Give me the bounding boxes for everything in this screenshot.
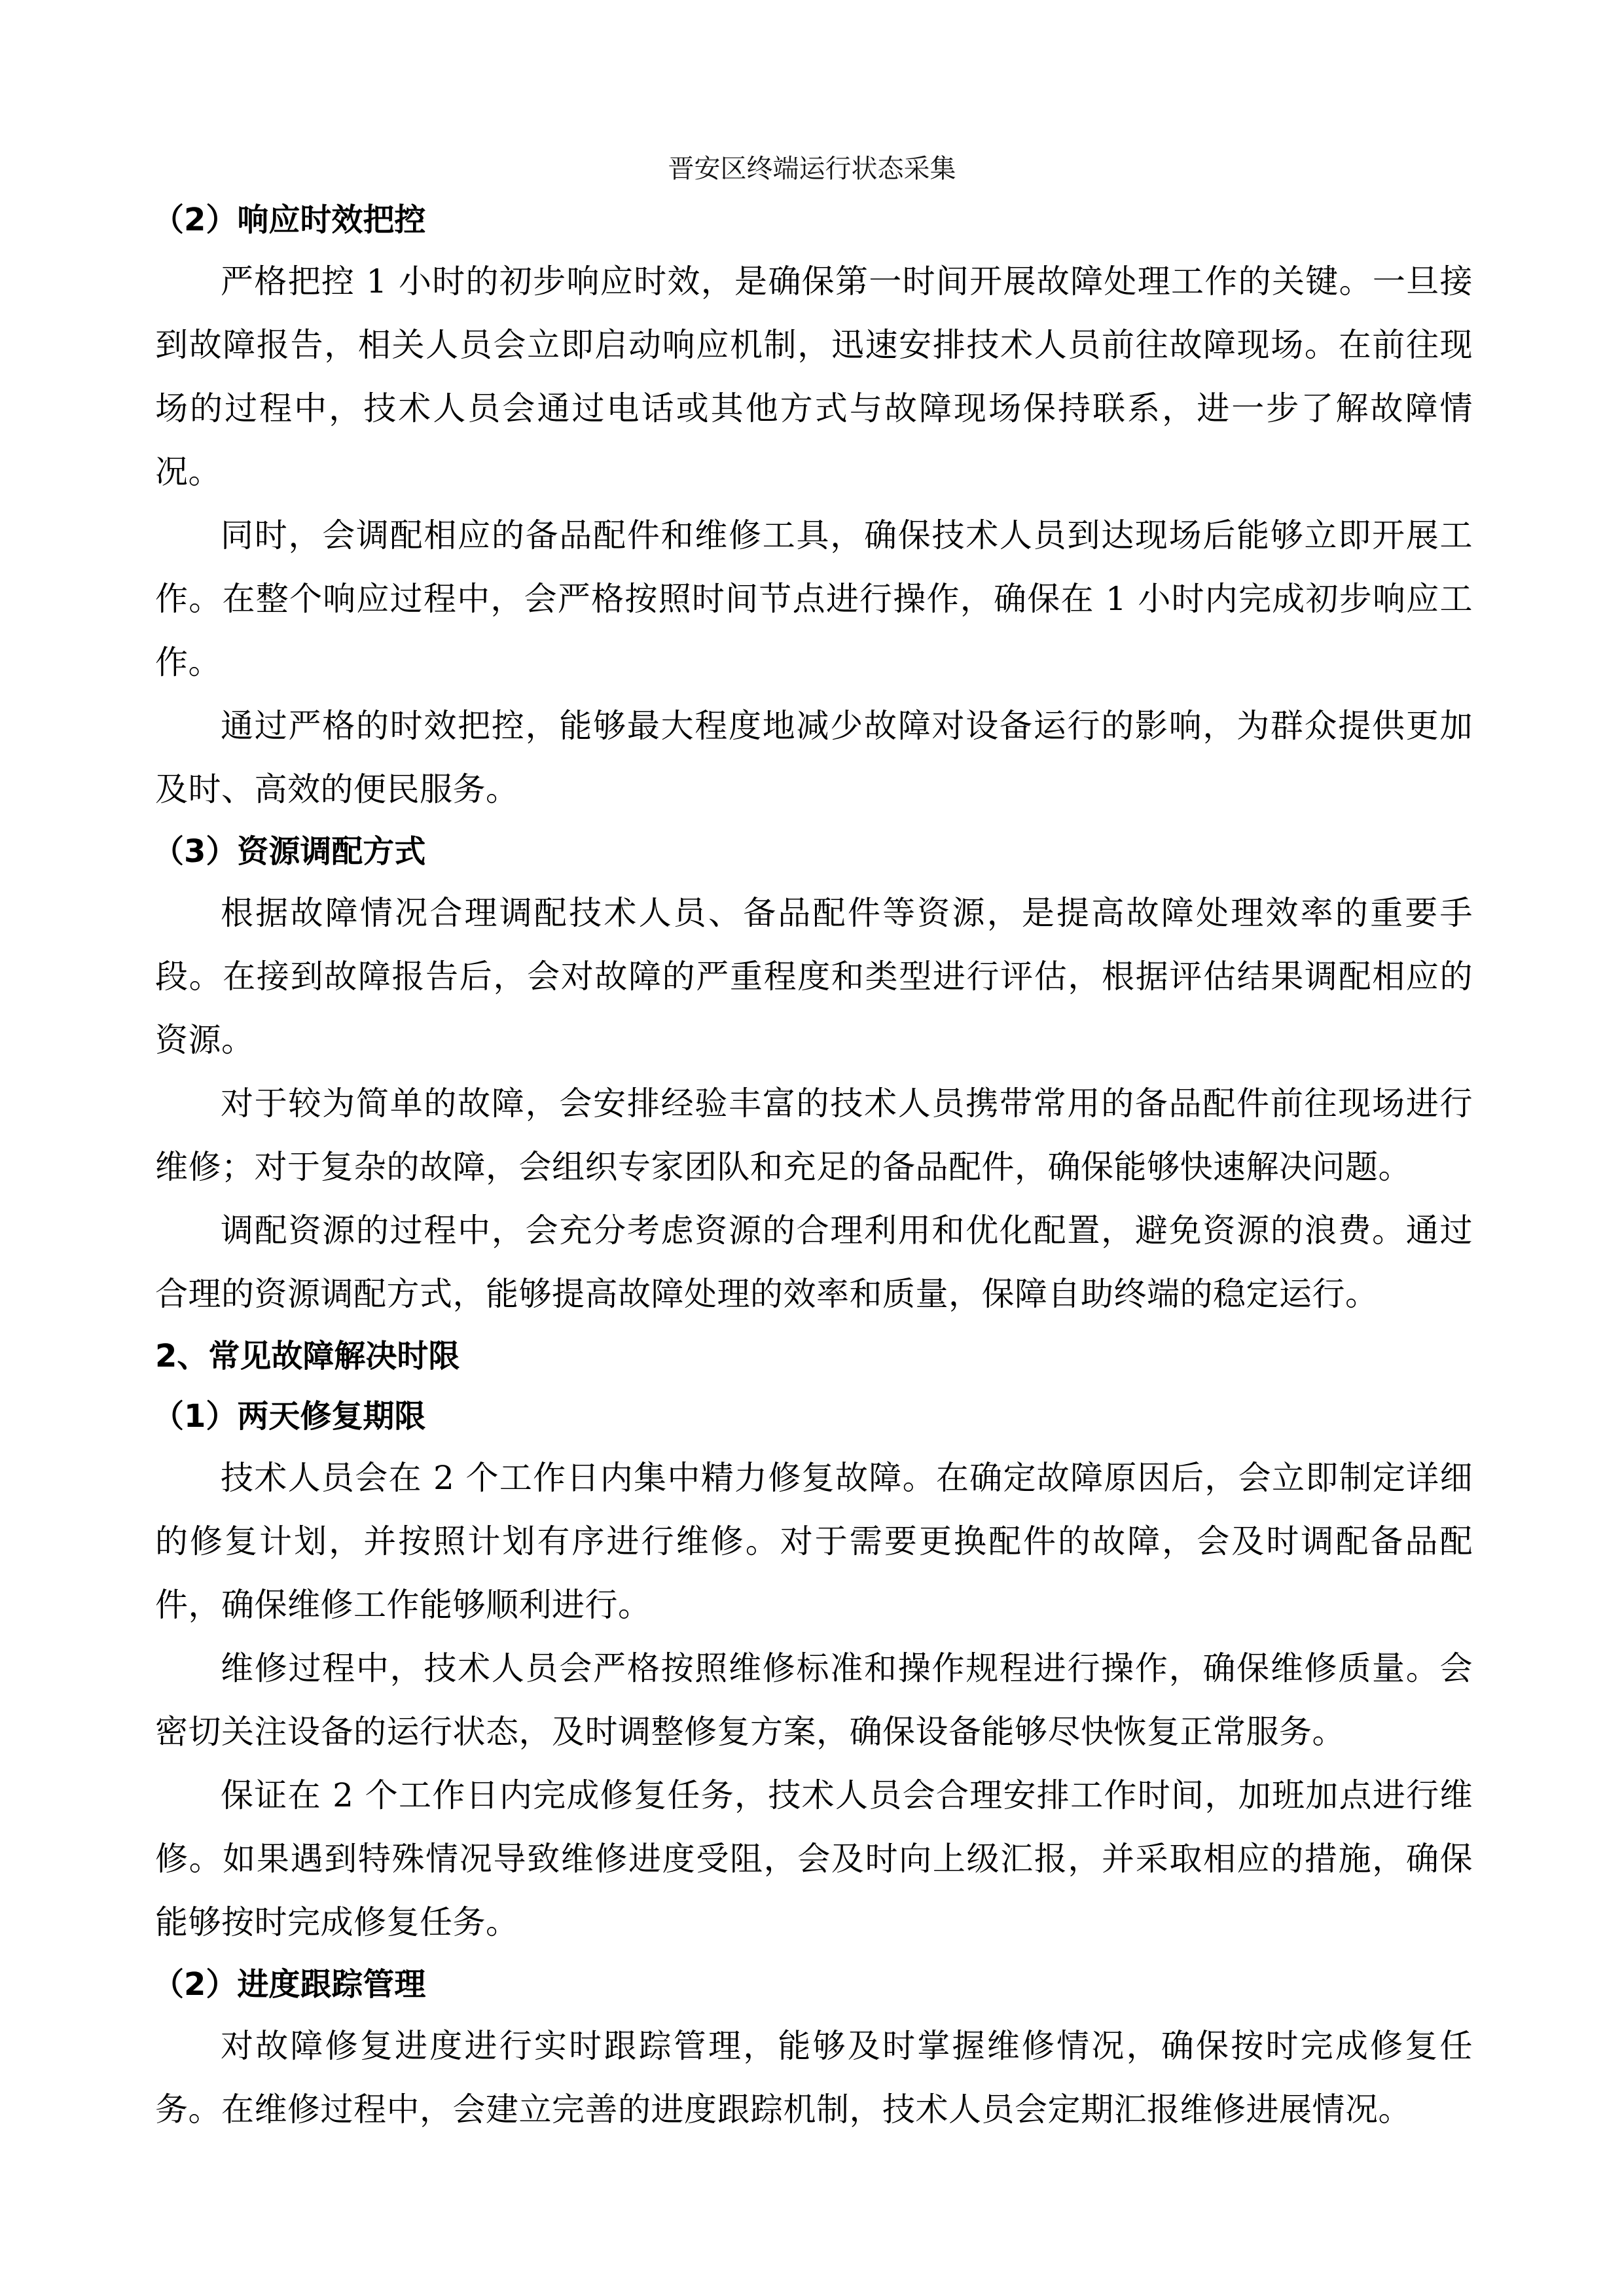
paragraph: 根据故障情况合理调配技术人员、备品配件等资源，是提高故障处理效率的重要手段。在接到故障报告后，会对故障的严重程度和类型进行评估，根据评估结果调配相应的资源。 bbox=[155, 894, 1473, 1059]
section-progress-tracking bbox=[155, 1954, 1473, 2142]
paragraph: 同时，会调配相应的备品配件和维修工具，确保技术人员到达现场后能够立即开展工作。在整个响应过程中，会严格按照时间节点进行操作，确保在 1 小时内完成初步响应工作。 bbox=[155, 516, 1473, 681]
paragraph: 维修过程中，技术人员会严格按照维修标准和操作规程进行操作，确保维修质量。会密切关注设备的运行状态，及时调整修复方案，确保设备能够尽快恢复正常服务。 bbox=[155, 1649, 1473, 1751]
document-body bbox=[155, 190, 1473, 2142]
section-resource-allocation bbox=[155, 821, 1473, 1326]
chapter-heading: 2、常见故障解决时限 bbox=[155, 1338, 460, 1374]
paragraph: 对故障修复进度进行实时跟踪管理，能够及时掌握维修情况，确保按时完成修复任务。在维修过程中，会建立完善的进度跟踪机制，技术人员会定期汇报维修进展情况。 bbox=[155, 2027, 1473, 2128]
paragraph: 严格把控 1 小时的初步响应时效，是确保第一时间开展故障处理工作的关键。一旦接到故障报告，相关人员会立即启动响应机制，迅速安排技术人员前往故障现场。在前往现场的过程中，技术人员会通过电话或其他方式与故障现场保持联系，进一步了解故障情况。 bbox=[155, 262, 1473, 491]
section-heading: （1）两天修复期限 bbox=[153, 1398, 426, 1435]
section-common-fault-deadlines bbox=[155, 1326, 1473, 1386]
section-heading: （3）资源调配方式 bbox=[153, 833, 426, 870]
paragraph: 通过严格的时效把控，能够最大程度地减少故障对设备运行的影响，为群众提供更加及时、高效的便民服务。 bbox=[155, 707, 1473, 808]
section-response-time-control bbox=[155, 190, 1473, 821]
page-header-title: 晋安区终端运行状态采集 bbox=[668, 154, 956, 184]
section-two-day-repair bbox=[155, 1386, 1473, 1954]
section-heading: （2）进度跟踪管理 bbox=[153, 1966, 426, 2003]
paragraph: 技术人员会在 2 个工作日内集中精力修复故障。在确定故障原因后，会立即制定详细的修复计划，并按照计划有序进行维修。对于需要更换配件的故障，会及时调配备品配件，确保维修工作能够顺利进行。 bbox=[155, 1459, 1473, 1624]
paragraph: 调配资源的过程中，会充分考虑资源的合理利用和优化配置，避免资源的浪费。通过合理的资源调配方式，能够提高故障处理的效率和质量，保障自助终端的稳定运行。 bbox=[155, 1211, 1473, 1313]
paragraph: 对于较为简单的故障，会安排经验丰富的技术人员携带常用的备品配件前往现场进行维修；对于复杂的故障，会组织专家团队和充足的备品配件，确保能够快速解决问题。 bbox=[155, 1085, 1473, 1186]
section-heading: （2）响应时效把控 bbox=[153, 202, 426, 238]
paragraph: 保证在 2 个工作日内完成修复任务，技术人员会合理安排工作时间，加班加点进行维修。如果遇到特殊情况导致维修进度受阻，会及时向上级汇报，并采取相应的措施，确保能够按时完成修复任务。 bbox=[155, 1776, 1473, 1941]
